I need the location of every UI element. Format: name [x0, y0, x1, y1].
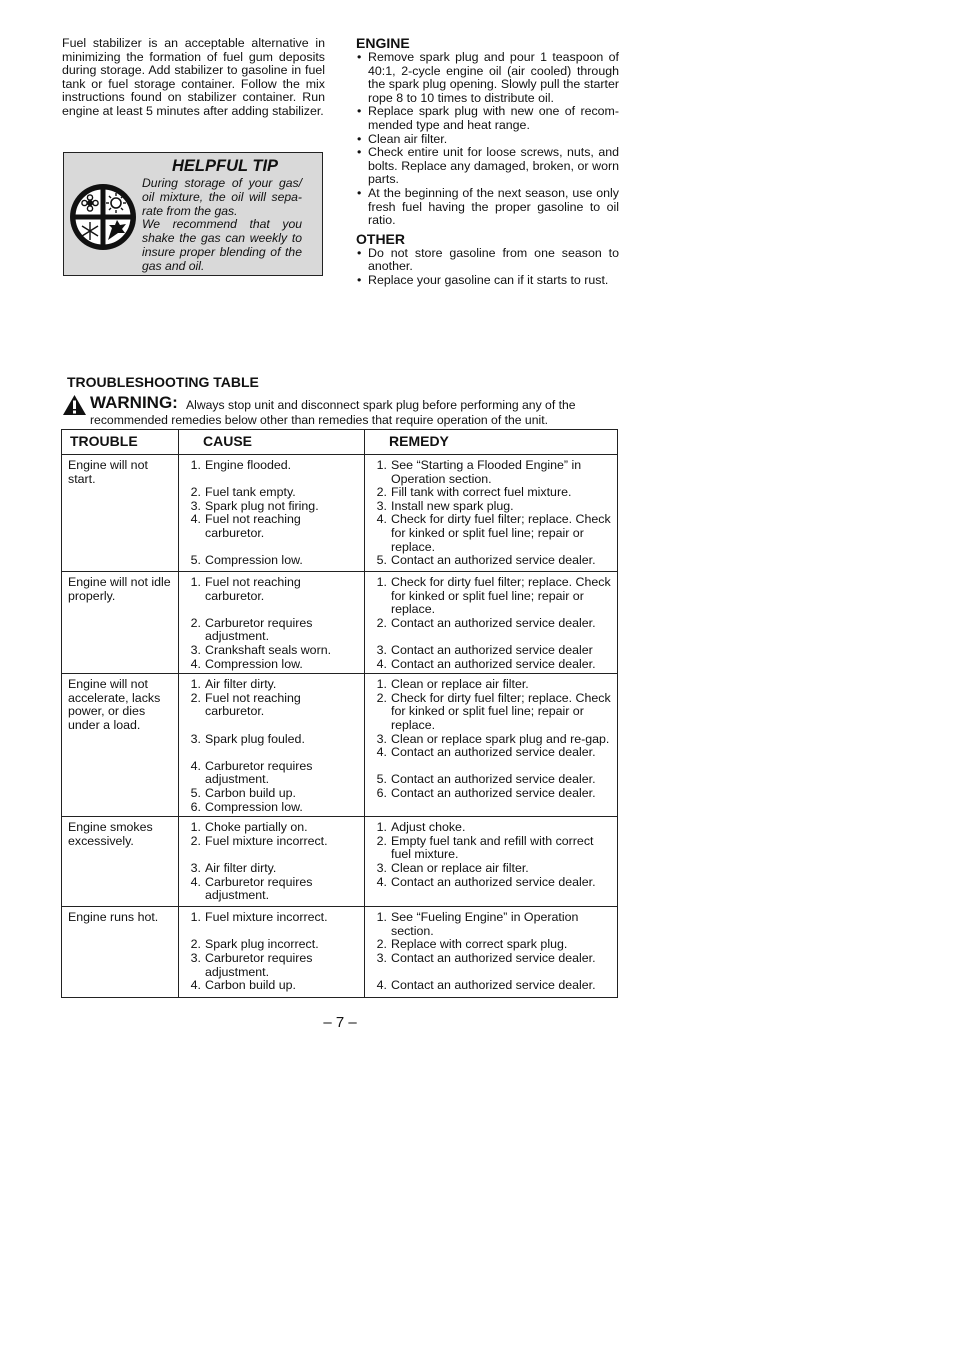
- item-number: 5.: [376, 772, 387, 787]
- item-text: Contact an authorized service dealer: [391, 642, 593, 657]
- cause-item: [185, 513, 360, 540]
- item-number: 2.: [190, 937, 201, 952]
- item-text: Carbon build up.: [205, 785, 296, 800]
- cause-item: [185, 801, 360, 815]
- item-number: 1.: [190, 910, 201, 925]
- item-text: Contact an authorized service dealer.: [391, 978, 596, 993]
- header-trouble: TROUBLE: [62, 430, 179, 455]
- item-text: Fuel mixture incorrect.: [205, 833, 328, 848]
- item-number: 2.: [190, 833, 201, 848]
- item-number: 5.: [190, 553, 201, 568]
- warning-text-line1: Always stop unit and disconnect spark plug before performing any of the: [186, 398, 576, 412]
- item-text: Air filter dirty.: [205, 677, 277, 692]
- item-text: See “Starting a Flooded Engine” in Operation section.: [391, 458, 582, 486]
- remedy-item: [371, 678, 613, 692]
- remedy-item: [371, 692, 613, 733]
- remedy-list: [371, 911, 613, 993]
- item-number: 2.: [376, 937, 387, 952]
- remedy-cell: [365, 817, 618, 907]
- remedy-cell: [365, 907, 618, 998]
- cause-item: [185, 678, 360, 692]
- table-row: [62, 455, 618, 572]
- item-number: 3.: [190, 860, 201, 875]
- item-number: 4.: [190, 512, 201, 527]
- cause-item: [185, 979, 360, 993]
- cause-list: [185, 678, 360, 814]
- item-number: 2.: [190, 615, 201, 630]
- item-number: 3.: [190, 731, 201, 746]
- item-number: 4.: [376, 978, 387, 993]
- cause-item: [185, 459, 360, 473]
- item-number: 3.: [190, 950, 201, 965]
- item-text: Contact an authorized service dealer.: [391, 772, 596, 787]
- item-number: 4.: [190, 874, 201, 889]
- item-number: 3.: [190, 498, 201, 513]
- table-row: [62, 817, 618, 907]
- item-number: 4.: [376, 745, 387, 760]
- remedy-item: [371, 952, 613, 966]
- engine-item: • At the beginning of the next season, use only fresh fuel having the proper gasoline to oil ratio.: [356, 187, 619, 228]
- remedy-item: [371, 500, 613, 514]
- remedy-item: [371, 746, 613, 760]
- item-text: Fuel tank empty.: [205, 485, 296, 500]
- remedy-cell: [365, 572, 618, 674]
- trouble-cell: Engine will not idle properly.: [62, 572, 179, 674]
- remedy-item: [371, 773, 613, 787]
- cause-item: [185, 862, 360, 876]
- cause-item: [185, 787, 360, 801]
- trouble-cell: Engine will not accelerate, lacks power, or dies under a load.: [62, 674, 179, 817]
- remedy-item: [371, 658, 613, 672]
- warning-text-line2: recommended remedies below other than remedies that require operation of the unit.: [90, 413, 548, 427]
- header-cause: CAUSE: [179, 430, 365, 455]
- engine-item: • Replace spark plug with new one of recom- mended type and heat range.: [356, 105, 619, 132]
- item-text: Contact an authorized service dealer.: [391, 553, 596, 568]
- item-text: Check for dirty fuel filter; replace. Check for kinked or split fuel line; repair or replace.: [391, 575, 611, 617]
- item-number: 1.: [376, 458, 387, 472]
- cause-item: [185, 576, 360, 603]
- remedy-item: [371, 513, 613, 554]
- item-text: Install new spark plug.: [391, 498, 514, 513]
- item-text: Spark plug not firing.: [205, 498, 319, 513]
- item-text: Carburetor requires adjustment.: [205, 758, 313, 787]
- cause-cell: [179, 572, 365, 674]
- item-number: 2.: [376, 690, 387, 705]
- cause-item: [185, 911, 360, 925]
- cause-item: [185, 938, 360, 952]
- item-number: 4.: [376, 874, 387, 889]
- item-number: 4.: [190, 656, 201, 671]
- remedy-cell: [365, 674, 618, 817]
- remedy-item: [371, 486, 613, 500]
- trouble-cell: Engine will not start.: [62, 455, 179, 572]
- remedy-item: [371, 644, 613, 658]
- remedy-item: [371, 617, 613, 631]
- table-header-row: [62, 430, 618, 455]
- item-text: Fuel not reaching carburetor.: [205, 690, 301, 719]
- remedy-list: [371, 576, 613, 671]
- cause-item: [185, 876, 360, 903]
- item-text: Air filter dirty.: [205, 860, 277, 875]
- engine-item: • Remove spark plug and pour 1 teaspoon of 40:1, 2-cycle engine oil (air cooled) through the spark plug opening. Slowly pull the starter rope 8 to 10 times to distribute oil.: [356, 51, 619, 105]
- item-number: 1.: [376, 677, 387, 692]
- item-number: 6.: [190, 799, 201, 814]
- item-text: Check for dirty fuel filter; replace. Check for kinked or split fuel line; repair or replace.: [391, 512, 611, 554]
- item-text: Compression low.: [205, 656, 303, 671]
- item-number: 2.: [190, 690, 201, 705]
- remedy-item: [371, 938, 613, 952]
- item-number: 1.: [376, 910, 387, 925]
- item-text: Check for dirty fuel filter; replace. Check for kinked or split fuel line; repair or replace.: [391, 690, 611, 732]
- page-number: – 7 –: [323, 1014, 357, 1031]
- remedy-item: [371, 733, 613, 747]
- cause-item: [185, 486, 360, 500]
- item-text: Clean or replace spark plug and re-gap.: [391, 731, 610, 746]
- item-text: Contact an authorized service dealer.: [391, 950, 596, 965]
- remedy-item: [371, 821, 613, 835]
- item-text: Crankshaft seals worn.: [205, 642, 332, 657]
- item-number: 4.: [190, 978, 201, 993]
- remedy-item: [371, 862, 613, 876]
- item-text: Adjust choke.: [391, 820, 466, 835]
- other-heading: OTHER: [356, 230, 405, 247]
- item-text: Spark plug incorrect.: [205, 937, 319, 952]
- item-number: 3.: [376, 950, 387, 965]
- remedy-item: [371, 459, 613, 486]
- stabilizer-paragraph: Fuel stabilizer is an acceptable alternative in minimizing the formation of fuel gum deposits during storage. Add stabilizer to gasoline in fuel tank or fuel storage container. Follow the mix instructions found on stabilizer container. Run engine at least 5 minutes after adding stabilizer.: [62, 36, 325, 118]
- item-text: Contact an authorized service dealer.: [391, 745, 596, 760]
- engine-heading: ENGINE: [356, 35, 410, 51]
- other-item: • Do not store gasoline from one season to another.: [356, 247, 619, 274]
- item-number: 5.: [376, 553, 387, 568]
- item-number: 4.: [376, 656, 387, 671]
- item-text: Fuel mixture incorrect.: [205, 910, 328, 925]
- item-number: 3.: [376, 642, 387, 657]
- item-number: 1.: [190, 820, 201, 835]
- cause-item: [185, 658, 360, 672]
- item-text: Contact an authorized service dealer.: [391, 656, 596, 671]
- other-list: [356, 247, 619, 288]
- item-text: Clean or replace air filter.: [391, 677, 529, 692]
- cause-item: [185, 835, 360, 849]
- storage-instructions: [356, 35, 619, 288]
- item-text: Empty fuel tank and refill with correct fuel mixture.: [391, 833, 594, 862]
- header-remedy: REMEDY: [365, 430, 618, 455]
- item-number: 2.: [376, 615, 387, 630]
- warning-triangle-icon: [62, 394, 87, 416]
- trouble-cell: Engine smokes excessively.: [62, 817, 179, 907]
- table-row: [62, 907, 618, 998]
- engine-list: [356, 51, 619, 228]
- item-number: 6.: [376, 785, 387, 800]
- trouble-cell: Engine runs hot.: [62, 907, 179, 998]
- cause-item: [185, 821, 360, 835]
- cause-cell: [179, 455, 365, 572]
- item-text: Choke partially on.: [205, 820, 308, 835]
- item-text: Fuel not reaching carburetor.: [205, 575, 301, 603]
- warning-label: WARNING:: [90, 393, 178, 412]
- item-number: 1.: [376, 820, 387, 835]
- troubleshooting-rows: [62, 455, 618, 998]
- cause-item: [185, 952, 360, 979]
- item-text: Compression low.: [205, 799, 303, 814]
- remedy-item: [371, 576, 613, 617]
- four-seasons-icon: [69, 183, 137, 251]
- cause-item: [185, 500, 360, 514]
- remedy-list: [371, 678, 613, 800]
- item-text: Fill tank with correct fuel mixture.: [391, 485, 572, 500]
- remedy-cell: [365, 455, 618, 572]
- item-text: Contact an authorized service dealer.: [391, 785, 596, 800]
- item-number: 3.: [376, 731, 387, 746]
- cause-list: [185, 911, 360, 993]
- cause-cell: [179, 674, 365, 817]
- remedy-item: [371, 979, 613, 993]
- remedy-item: [371, 787, 613, 801]
- cause-item: [185, 760, 360, 787]
- cause-item: [185, 617, 360, 644]
- remedy-list: [371, 459, 613, 568]
- helpful-tip-title: HELPFUL TIP: [172, 157, 279, 175]
- remedy-item: [371, 835, 613, 862]
- item-text: Carburetor requires adjustment.: [205, 874, 313, 903]
- remedy-item: [371, 911, 613, 938]
- item-number: 4.: [190, 758, 201, 773]
- cause-list: [185, 576, 360, 671]
- cause-item: [185, 554, 360, 568]
- cause-cell: [179, 817, 365, 907]
- item-text: Engine flooded.: [205, 458, 292, 472]
- cause-cell: [179, 907, 365, 998]
- other-item: • Replace your gasoline can if it starts to rust.: [356, 274, 619, 288]
- item-number: 1.: [376, 575, 387, 589]
- remedy-item: [371, 876, 613, 890]
- item-number: 1.: [190, 677, 201, 692]
- helpful-tip-text: [142, 177, 302, 274]
- cause-item: [185, 644, 360, 658]
- item-number: 3.: [190, 642, 201, 657]
- item-number: 3.: [376, 498, 387, 513]
- item-text: Carburetor requires adjustment.: [205, 615, 313, 644]
- item-text: Carbon build up.: [205, 978, 296, 993]
- cause-item: [185, 733, 360, 747]
- table-row: [62, 572, 618, 674]
- tip-text-storage: During storage of your gas/ oil mixture, the oil will sepa- rate from the gas.: [142, 176, 302, 218]
- item-text: Replace with correct spark plug.: [391, 937, 568, 952]
- item-number: 2.: [376, 485, 387, 500]
- cause-list: [185, 459, 360, 568]
- item-number: 2.: [190, 485, 201, 500]
- item-text: Contact an authorized service dealer.: [391, 615, 596, 630]
- item-text: Spark plug fouled.: [205, 731, 305, 746]
- engine-item: • Check entire unit for loose screws, nuts, and bolts. Replace any damaged, broken, or worn parts.: [356, 146, 619, 187]
- remedy-list: [371, 821, 613, 889]
- item-text: See “Fueling Engine” in Operation section.: [391, 910, 579, 938]
- engine-item: • Clean air filter.: [356, 133, 619, 147]
- tip-text-recommend: We recommend that you shake the gas can weekly to insure proper blending of the gas and oil.: [142, 217, 302, 273]
- item-text: Fuel not reaching carburetor.: [205, 512, 301, 540]
- troubleshooting-title: TROUBLESHOOTING TABLE: [67, 374, 259, 390]
- item-text: Carburetor requires adjustment.: [205, 950, 313, 979]
- table-row: [62, 674, 618, 817]
- item-number: 2.: [376, 833, 387, 848]
- helpful-tip-box: [63, 152, 323, 276]
- item-number: 5.: [190, 785, 201, 800]
- item-number: 1.: [190, 458, 201, 472]
- remedy-item: [371, 554, 613, 568]
- item-number: 1.: [190, 575, 201, 589]
- item-text: Contact an authorized service dealer.: [391, 874, 596, 889]
- item-text: Compression low.: [205, 553, 303, 568]
- cause-list: [185, 821, 360, 903]
- item-number: 4.: [376, 512, 387, 527]
- item-text: Clean or replace air filter.: [391, 860, 529, 875]
- troubleshooting-table: [61, 429, 618, 998]
- item-number: 3.: [376, 860, 387, 875]
- cause-item: [185, 692, 360, 719]
